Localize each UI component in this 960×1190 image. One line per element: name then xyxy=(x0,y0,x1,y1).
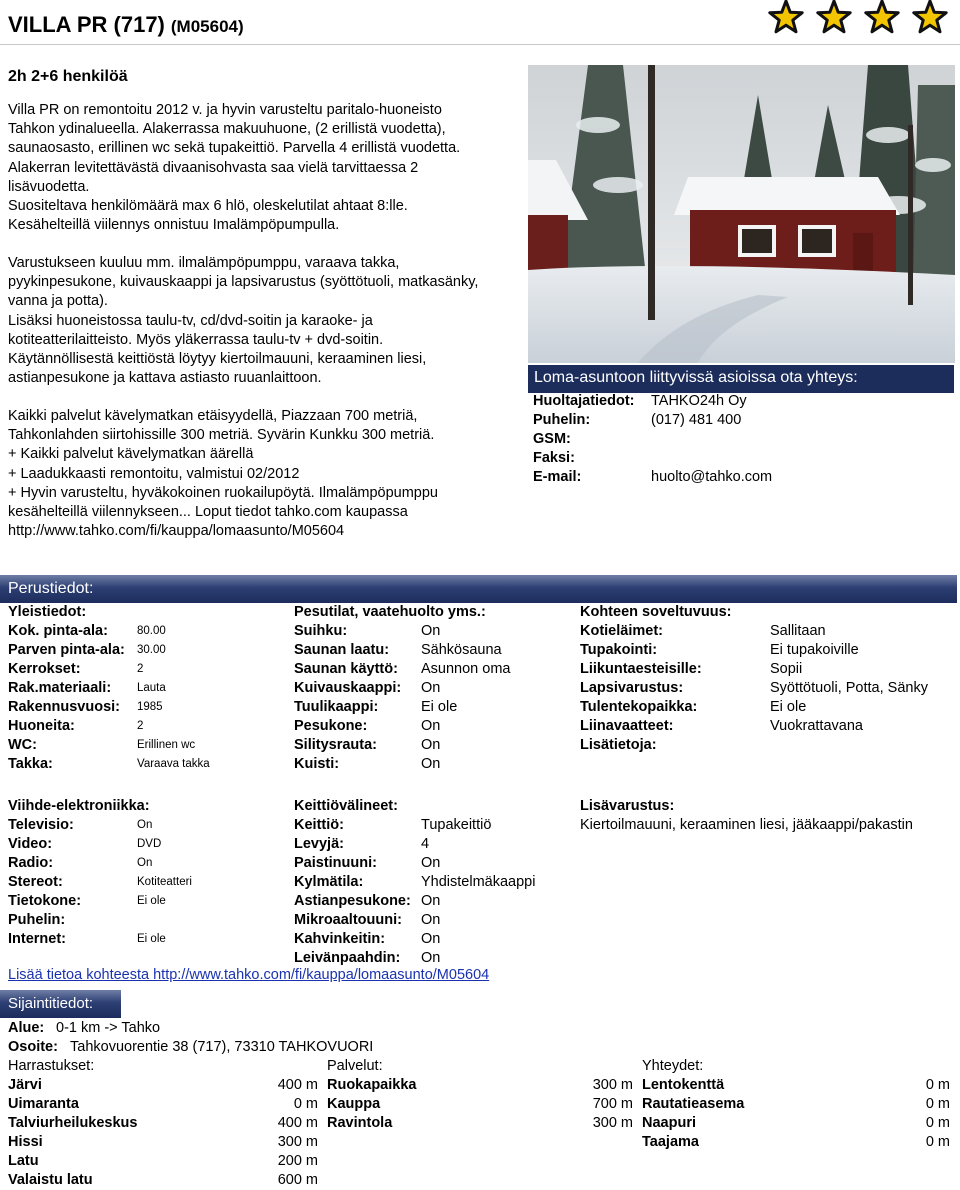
yleistiedot-value: Erillinen wc xyxy=(137,739,196,751)
pesutilat-header: Pesutilat, vaatehuolto yms.: xyxy=(294,604,486,620)
yhteydet-distance: 0 m xyxy=(925,1077,950,1093)
keittio-label: Paistinuuni: xyxy=(294,855,377,871)
alue-value: 0-1 km -> Tahko xyxy=(56,1020,161,1036)
keittio-row xyxy=(294,949,574,968)
description-paragraph-3 xyxy=(8,407,518,541)
palvelut-label: Ravintola xyxy=(327,1115,393,1131)
osoite-value: Tahkovuorentie 38 (717), 73310 TAHKOVUORI xyxy=(70,1039,374,1055)
soveltuvuus-row xyxy=(580,736,860,755)
soveltuvuus-label: Lapsivarustus: xyxy=(580,680,684,696)
description-line: + Laadukkaasti remontoitu, valmistui 02/2012 xyxy=(8,465,300,482)
keittio-label: Leivänpaahdin: xyxy=(294,950,401,966)
contact-label: GSM: xyxy=(533,431,571,447)
star-icon xyxy=(914,1,946,32)
soveltuvuus-label: Kotieläimet: xyxy=(580,623,663,639)
keittio-value: On xyxy=(421,931,441,947)
contact-row xyxy=(533,468,953,487)
pesutilat-value: On xyxy=(421,756,441,772)
soveltuvuus-value: Sallitaan xyxy=(770,623,826,639)
harrastukset-label: Järvi xyxy=(8,1077,42,1093)
description-line: pyykinpesukone, kuivauskaappi ja lapsivarustus (syöttötuoli, matkasänky, xyxy=(8,274,479,291)
lisavarustus-header: Lisävarustus: xyxy=(580,798,675,814)
harrastukset-label: Valaistu latu xyxy=(8,1172,93,1188)
soveltuvuus-row xyxy=(580,660,860,679)
keittio-row xyxy=(294,835,574,854)
palvelut-distance: 700 m xyxy=(592,1096,633,1112)
keittio-value: 4 xyxy=(421,836,430,852)
harrastukset-header: Harrastukset: xyxy=(8,1058,95,1074)
yleistiedot-value: 30.00 xyxy=(137,644,166,656)
soveltuvuus-label: Lisätietoja: xyxy=(580,737,657,753)
viihde-label: Televisio: xyxy=(8,817,74,833)
keittio-row xyxy=(294,873,574,892)
soveltuvuus-label: Liinavaatteet: xyxy=(580,718,674,734)
yleistiedot-label: Parven pinta-ala: xyxy=(8,642,125,658)
viihde-label: Video: xyxy=(8,836,53,852)
alue-row xyxy=(8,1019,608,1038)
description-line: Kesähelteillä viilennys onnistuu Imalämpöpumpulla. xyxy=(8,217,340,234)
contact-label: Faksi: xyxy=(533,450,575,466)
description-line: saunaosasto, erillinen wc sekä tupakeittiö. Parvella 4 erillistä vuodetta. xyxy=(8,140,461,157)
keittio-label: Mikroaaltouuni: xyxy=(294,912,402,928)
yleistiedot-row xyxy=(8,641,288,660)
pesutilat-value: Sähkösauna xyxy=(421,642,502,658)
contact-label: E-mail: xyxy=(533,469,582,485)
sijainti-title: Sijaintitiedot: xyxy=(8,995,94,1012)
pesutilat-value: Ei ole xyxy=(421,699,458,715)
yleistiedot-value: 2 xyxy=(137,663,144,675)
viihde-value: On xyxy=(137,819,153,831)
osoite-row xyxy=(8,1038,608,1057)
pesutilat-label: Saunan käyttö: xyxy=(294,661,398,677)
viihde-value: Ei ole xyxy=(137,895,166,907)
viihde-row xyxy=(8,854,288,873)
description-paragraph-2 xyxy=(8,254,518,388)
keittio-row xyxy=(294,911,574,930)
keittio-row xyxy=(294,816,574,835)
yhteydet-header: Yhteydet: xyxy=(642,1058,704,1074)
viihde-row xyxy=(8,892,288,911)
pesutilat-row xyxy=(294,755,574,774)
yleistiedot-label: Kerrokset: xyxy=(8,661,81,677)
viihde-value: Ei ole xyxy=(137,933,166,945)
pesutilat-row xyxy=(294,717,574,736)
yleistiedot-row xyxy=(8,717,288,736)
soveltuvuus-label: Tulentekopaikka: xyxy=(580,699,698,715)
yleistiedot-row xyxy=(8,755,288,774)
keittio-value: On xyxy=(421,855,441,871)
pesutilat-value: Asunnon oma xyxy=(421,661,511,677)
description-line: Käytännöllisestä keittiöstä löytyy kiertoilmauuni, keraaminen liesi, xyxy=(8,351,427,368)
viihde-value: Kotiteatteri xyxy=(137,876,192,888)
soveltuvuus-value: Ei ole xyxy=(770,699,807,715)
description-line: + Kaikki palvelut kävelymatkan äärellä xyxy=(8,446,254,463)
harrastukset-label: Hissi xyxy=(8,1134,43,1150)
description-line: http://www.tahko.com/fi/kauppa/lomaasunto/M05604 xyxy=(8,523,345,540)
pesutilat-label: Saunan laatu: xyxy=(294,642,390,658)
header-divider xyxy=(0,44,960,45)
description-line: Varustukseen kuuluu mm. ilmalämpöpumppu, varaava takka, xyxy=(8,255,400,271)
contact-row xyxy=(533,392,953,411)
yhteydet-label: Lentokenttä xyxy=(642,1077,725,1093)
palvelut-label: Kauppa xyxy=(327,1096,381,1112)
pesutilat-value: On xyxy=(421,623,441,639)
viihde-label: Stereot: xyxy=(8,874,63,890)
keittio-row xyxy=(294,930,574,949)
palvelut-header: Palvelut: xyxy=(327,1058,383,1074)
keittio-row xyxy=(294,854,574,873)
viihde-row xyxy=(8,873,288,892)
harrastukset-distance: 600 m xyxy=(277,1172,318,1188)
viihde-value: On xyxy=(137,857,153,869)
harrastukset-distance: 400 m xyxy=(277,1077,318,1093)
description-line: Alakerran levitettävästä divaanisohvasta saa vielä tarvittaessa 2 xyxy=(8,159,419,176)
yleistiedot-label: WC: xyxy=(8,737,37,753)
description-line: Suositeltava henkilömäärä max 6 hlö, oleskelutilat ahtaat 8:lle. xyxy=(8,198,408,215)
harrastukset-distance: 200 m xyxy=(277,1153,318,1169)
soveltuvuus-value: Ei tupakoiville xyxy=(770,642,859,658)
soveltuvuus-value: Vuokrattavana xyxy=(770,718,863,734)
keittio-label: Kahvinkeitin: xyxy=(294,931,386,947)
yleistiedot-value: Varaava takka xyxy=(137,758,210,770)
alue-label: Alue: xyxy=(8,1020,45,1036)
pesutilat-row xyxy=(294,660,574,679)
pesutilat-value: On xyxy=(421,718,441,734)
soveltuvuus-label: Tupakointi: xyxy=(580,642,658,658)
harrastukset-distance: 0 m xyxy=(293,1096,318,1112)
contact-title: Loma-asuntoon liittyvissä asioissa ota yhteys: xyxy=(534,369,858,386)
soveltuvuus-header: Kohteen soveltuvuus: xyxy=(580,604,732,620)
description-line: astianpesukone ja kattava astiasto ruuanlaittoon. xyxy=(8,370,322,387)
cabin-photo xyxy=(528,65,955,363)
harrastukset-label: Talviurheilukeskus xyxy=(8,1115,138,1131)
yleistiedot-label: Kok. pinta-ala: xyxy=(8,623,108,639)
osoite-label: Osoite: xyxy=(8,1039,58,1055)
lisavarustus-text: Kiertoilmauuni, keraaminen liesi, jääkaappi/pakastin xyxy=(580,817,913,833)
harrastukset-label: Uimaranta xyxy=(8,1096,79,1112)
harrastukset-distance: 400 m xyxy=(277,1115,318,1131)
capacity-subtitle: 2h 2+6 henkilöä xyxy=(8,68,128,85)
pesutilat-row xyxy=(294,698,574,717)
keittio-value: Yhdistelmäkaappi xyxy=(421,874,536,890)
pesutilat-label: Silitysrauta: xyxy=(294,737,377,753)
description-line: kesähelteillä viilennykseen... Loput tiedot tahko.com kaupassa xyxy=(8,504,408,521)
soveltuvuus-label: Liikuntaesteisille: xyxy=(580,661,702,677)
pesutilat-row xyxy=(294,622,574,641)
palvelut-label: Ruokapaikka xyxy=(327,1077,417,1093)
yleistiedot-row xyxy=(8,679,288,698)
palvelut-distance: 300 m xyxy=(592,1077,633,1093)
perustiedot-title: Perustiedot: xyxy=(8,580,94,597)
description-line: + Hyvin varusteltu, hyväkokoinen ruokailupöytä. Ilmalämpöpumppu xyxy=(8,484,438,501)
yleistiedot-value: 80.00 xyxy=(137,625,166,637)
yhteydet-distance: 0 m xyxy=(925,1134,950,1150)
contact-row xyxy=(533,411,953,430)
soveltuvuus-row xyxy=(580,679,928,698)
yleistiedot-row xyxy=(8,698,288,717)
keittio-value: On xyxy=(421,950,441,966)
yleistiedot-label: Rak.materiaali: xyxy=(8,680,112,696)
yleistiedot-row xyxy=(8,660,288,679)
pesutilat-label: Suihku: xyxy=(294,623,348,639)
yleistiedot-value: Lauta xyxy=(137,682,166,694)
contact-section-header xyxy=(528,365,954,393)
rating-stars xyxy=(764,0,954,40)
yleistiedot-value: 1985 xyxy=(137,701,163,713)
page-title xyxy=(8,12,244,38)
pesutilat-label: Kuisti: xyxy=(294,756,340,772)
viihde-value: DVD xyxy=(137,838,162,850)
palvelut-distance: 300 m xyxy=(592,1115,633,1131)
keittio-label: Keittiö: xyxy=(294,817,344,833)
soveltuvuus-row xyxy=(580,622,860,641)
description-line: Tahkonlahden siirtohissille 300 metriä. Syvärin Kunkku 300 metriä. xyxy=(8,427,435,444)
viihde-label: Internet: xyxy=(8,931,66,947)
more-info-link[interactable]: Lisää tietoa kohteesta http://www.tahko.com/fi/kauppa/lomaasunto/M05604 xyxy=(8,967,490,983)
contact-label: Puhelin: xyxy=(533,412,591,428)
pesutilat-value: On xyxy=(421,737,441,753)
soveltuvuus-row xyxy=(580,698,860,717)
soveltuvuus-row xyxy=(580,641,860,660)
yleistiedot-row xyxy=(8,622,288,641)
viihde-header: Viihde-elektroniikka: xyxy=(8,798,150,814)
yhteydet-label: Rautatieasema xyxy=(642,1096,745,1112)
star-icon xyxy=(866,1,898,32)
soveltuvuus-value: Sopii xyxy=(770,661,803,677)
viihde-row xyxy=(8,911,288,930)
keittio-label: Astianpesukone: xyxy=(294,893,411,909)
yhteydet-distance: 0 m xyxy=(925,1096,950,1112)
pesutilat-label: Tuulikaappi: xyxy=(294,699,379,715)
yleistiedot-header: Yleistiedot: xyxy=(8,604,87,620)
yleistiedot-label: Takka: xyxy=(8,756,53,772)
yhteydet-distance: 0 m xyxy=(925,1115,950,1131)
contact-value: TAHKO24h Oy xyxy=(651,393,747,409)
description-line: vanna ja potta). xyxy=(8,293,108,310)
harrastukset-label: Latu xyxy=(8,1153,39,1169)
sijainti-section-header xyxy=(0,990,121,1018)
contact-label: Huoltajatiedot: xyxy=(533,393,635,409)
yleistiedot-label: Rakennusvuosi: xyxy=(8,699,120,715)
yhteydet-label: Taajama xyxy=(642,1134,699,1150)
pesutilat-label: Pesukone: xyxy=(294,718,368,734)
star-icon xyxy=(770,1,802,32)
yleistiedot-value: 2 xyxy=(137,720,144,732)
keittio-value: Tupakeittiö xyxy=(421,817,492,833)
description-line: lisävuodetta. xyxy=(8,178,90,195)
yhteydet-label: Naapuri xyxy=(642,1115,696,1131)
description-line: Tahkon ydinalueella. Alakerrassa makuuhuone, (2 erillistä vuodetta), xyxy=(8,121,446,138)
villa-name: VILLA PR (717) xyxy=(8,12,165,37)
keittio-row xyxy=(294,892,574,911)
description-line: Villa PR on remontoitu 2012 v. ja hyvin varusteltu paritalo-huoneisto xyxy=(8,102,442,118)
pesutilat-label: Kuivauskaappi: xyxy=(294,680,402,696)
viihde-row xyxy=(8,930,288,949)
pesutilat-row xyxy=(294,641,574,660)
perustiedot-section-header xyxy=(0,575,957,603)
pesutilat-value: On xyxy=(421,680,441,696)
yleistiedot-row xyxy=(8,736,288,755)
viihde-row xyxy=(8,816,288,835)
soveltuvuus-row xyxy=(580,717,863,736)
viihde-row xyxy=(8,835,288,854)
pesutilat-row xyxy=(294,736,574,755)
viihde-label: Tietokone: xyxy=(8,893,82,909)
description-paragraph-1 xyxy=(8,101,518,235)
contact-row xyxy=(533,449,953,468)
keittio-label: Levyjä: xyxy=(294,836,344,852)
contact-value: (017) 481 400 xyxy=(651,412,742,428)
keittio-header: Keittiövälineet: xyxy=(294,798,398,814)
viihde-label: Puhelin: xyxy=(8,912,66,928)
soveltuvuus-value: Syöttötuoli, Potta, Sänky xyxy=(770,680,928,696)
pesutilat-row xyxy=(294,679,574,698)
description-line: kotiteatterilaitteisto. Myös yläkerrassa taulu-tv + dvd-soitin. xyxy=(8,331,384,348)
yleistiedot-label: Huoneita: xyxy=(8,718,75,734)
keittio-value: On xyxy=(421,912,441,928)
contact-value[interactable]: huolto@tahko.com xyxy=(651,469,773,485)
keittio-value: On xyxy=(421,893,441,909)
star-icon xyxy=(818,1,850,32)
description-line: Lisäksi huoneistossa taulu-tv, cd/dvd-soitin ja karaoke- ja xyxy=(8,312,373,329)
harrastukset-distance: 300 m xyxy=(277,1134,318,1150)
keittio-label: Kylmätila: xyxy=(294,874,364,890)
contact-row xyxy=(533,430,953,449)
viihde-label: Radio: xyxy=(8,855,54,871)
villa-code: (M05604) xyxy=(170,17,244,36)
description-line: Kaikki palvelut kävelymatkan etäisyydellä, Piazzaan 700 metriä, xyxy=(8,408,418,424)
